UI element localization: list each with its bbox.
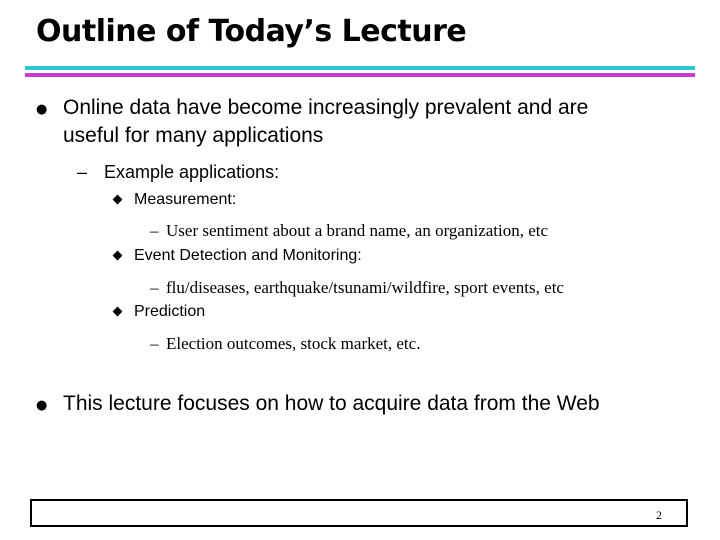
bullet-marker-2: ● bbox=[36, 398, 48, 413]
title-divider-magenta bbox=[25, 73, 695, 77]
item-measurement: Measurement: bbox=[134, 191, 237, 208]
title-divider-cyan bbox=[25, 66, 695, 70]
item-measurement-dash: – bbox=[150, 221, 159, 240]
sub-bullet-text: Example applications: bbox=[104, 162, 280, 182]
item-event-detection-dash: – bbox=[150, 278, 159, 297]
bullet-marker-1: ● bbox=[36, 102, 48, 117]
sub-bullet-dash: – bbox=[77, 162, 88, 182]
bullet-2-line-1: This lecture focuses on how to acquire data from the Web bbox=[63, 392, 600, 415]
item-prediction-dash: – bbox=[150, 334, 159, 353]
item-prediction-detail: Election outcomes, stock market, etc. bbox=[166, 334, 421, 353]
page-number: 2 bbox=[656, 508, 662, 522]
item-event-detection: Event Detection and Monitoring: bbox=[134, 247, 362, 264]
bullet-1-line-1: Online data have become increasingly prevalent and are bbox=[63, 96, 589, 119]
diamond-bullet-icon bbox=[113, 195, 123, 205]
footer-box bbox=[30, 499, 688, 527]
bullet-1-line-2: useful for many applications bbox=[63, 124, 324, 147]
item-prediction: Prediction bbox=[134, 303, 206, 320]
slide-title: Outline of Today’s Lecture bbox=[36, 14, 467, 49]
diamond-bullet-icon bbox=[113, 251, 123, 261]
diamond-bullet-icon bbox=[113, 307, 123, 317]
item-measurement-detail: User sentiment about a brand name, an organization, etc bbox=[166, 221, 549, 240]
item-event-detection-detail: flu/diseases, earthquake/tsunami/wildfire, sport events, etc bbox=[166, 278, 564, 297]
